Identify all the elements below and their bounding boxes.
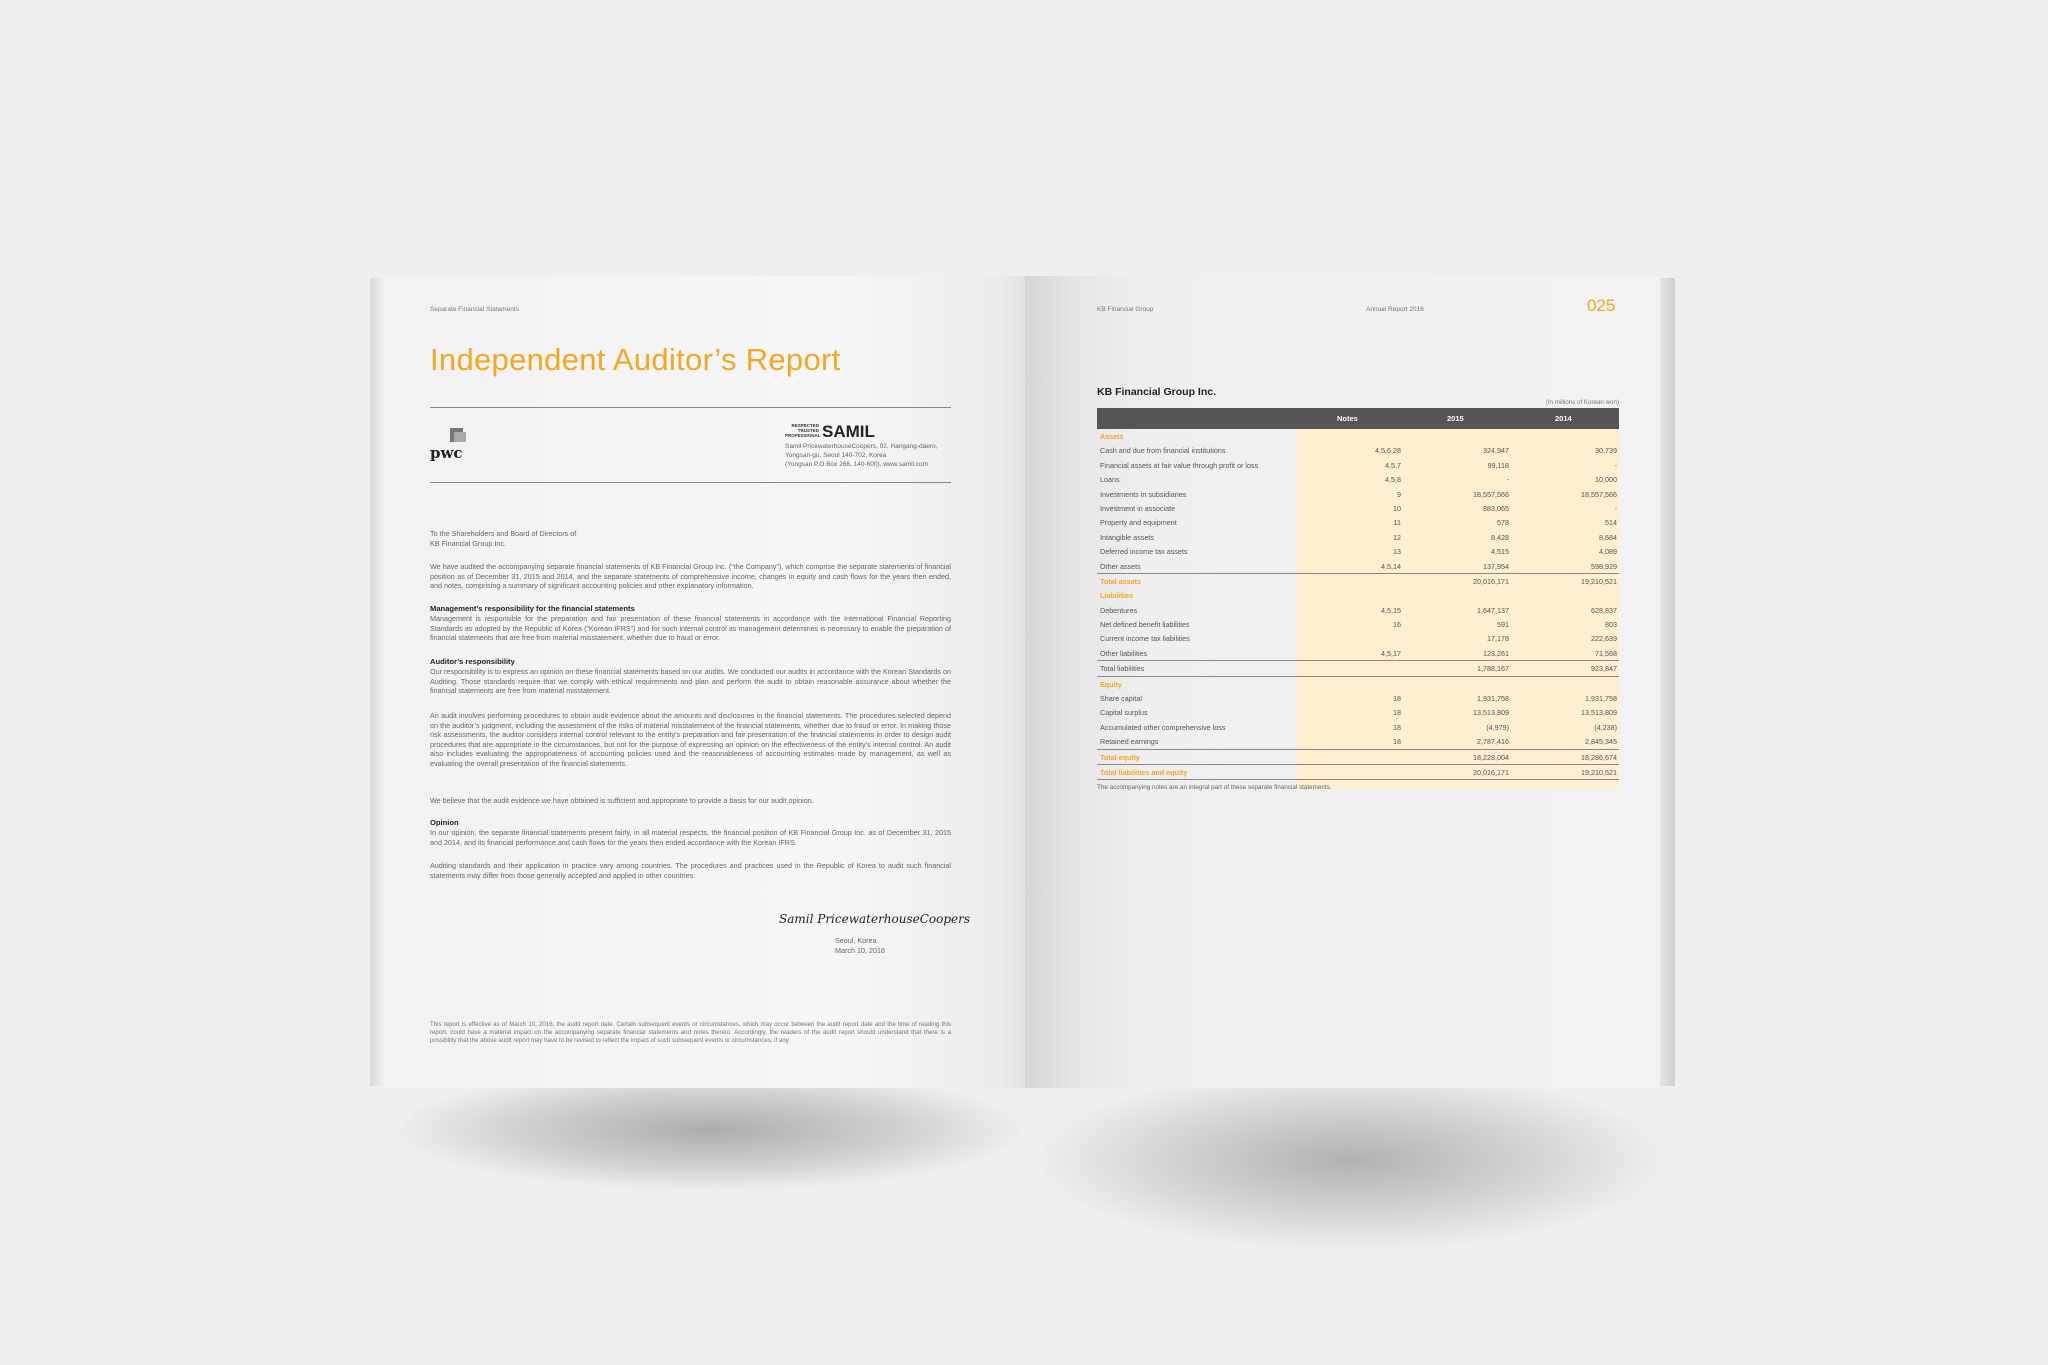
row-notes: 4,5,17 (1381, 648, 1401, 658)
table-section-row (1097, 677, 1619, 691)
signature: Samil PricewaterhouseCoopers (779, 912, 971, 926)
table-body (1097, 429, 1619, 780)
col-notes: Notes (1337, 414, 1358, 423)
row-label: Total equity (1100, 752, 1140, 762)
row-notes: 18 (1393, 694, 1401, 704)
table-row (1097, 705, 1619, 719)
auditor-paragraph: Our responsibility is to express an opinion on these financial statements based on our audits. We conducted our audits in accordance with the Korean Standards on Auditing. Those standards require that we comply with ethical requirements and plan and perform the audit to obtain reasonable assurance about whether the financial statements are free from material misstatement. (430, 667, 951, 696)
row-2014: 628,837 (1591, 605, 1617, 615)
company-name: KB Financial Group Inc. (1097, 386, 1217, 398)
row-2015: 4,515 (1491, 547, 1509, 557)
row-label: Total liabilities (1100, 664, 1145, 674)
table-section-row (1097, 588, 1619, 602)
row-2015: 13,513,809 (1473, 708, 1509, 718)
row-2014: 1,931,758 (1585, 694, 1617, 704)
salutation: To the Shareholders and Board of Directors of KB Financial Group Inc. (430, 529, 577, 548)
row-label: Total assets (1100, 576, 1142, 586)
row-notes: 4,5,7 (1385, 460, 1401, 470)
row-label: Other assets (1100, 561, 1141, 571)
procedures-paragraph: An audit involves performing procedures to obtain audit evidence about the amounts and disclosures in the financial statements. The procedures selected depend on the auditor’s judgment, including the assessment of the risks of material misstatement of the financial statements, whether due to fraud or error. In making those risk assessments, the auditor considers internal control relevant to the entity’s preparation and fair presentation of the financial statements in order to design audit procedures that are appropriate in the circumstances, but not for the purpose of expressing an opinion on the effectiveness of the entity’s internal control. An audit also includes evaluating the appropriateness of accounting policies used and the reasonableness of accounting estimates made by management, as well as evaluating the overall presentation of the financial statements. (430, 711, 951, 768)
row-label: Net defined benefit liabilities (1100, 620, 1190, 630)
row-label: Deferred income tax assets (1100, 547, 1188, 557)
table-row (1097, 487, 1619, 501)
row-2014: 222,639 (1591, 634, 1617, 644)
row-2015: 1,788,167 (1477, 664, 1509, 674)
row-notes: 11 (1393, 518, 1401, 528)
report-footnote: This report is effective as of March 10, 2016, the audit report date. Certain subsequent events or circumstances, which may occur between the audit report date and the time of reading this report, could have a material impact on the accompanying separate financial statements and notes thereto. Accordingly, the readers of the audit report should understand that there is a possibility that the above audit report may have to be revised to reflect the impact of such subsequent events or circumstances, if any. (430, 1021, 951, 1045)
running-header-left: Separate Financial Statements (430, 306, 519, 313)
row-2014: (4,238) (1594, 722, 1617, 732)
left-page (385, 276, 1025, 1088)
sign-place-date: Seoul, Korea March 10, 2016 (835, 936, 885, 955)
row-2015: 123,261 (1483, 648, 1509, 658)
table-section-row (1097, 429, 1619, 443)
running-header-company: KB Financial Group (1097, 306, 1154, 313)
pwc-logo: pwc (430, 428, 490, 468)
samil-address: Samil PricewaterhouseCoopers, 92, Hangang-daero, Yongsan-gu, Seoul 140-702, Korea (Yongsan P.O Box 266, 140-600), www.samil.com (785, 443, 938, 468)
row-2014: 8,684 (1599, 532, 1617, 542)
divider-bottom (430, 482, 951, 483)
table-row (1097, 691, 1619, 705)
row-notes: 10 (1393, 503, 1401, 513)
row-notes: 9 (1397, 489, 1401, 499)
row-label: Investment in associate (1100, 503, 1176, 513)
row-label: Property and equipment (1100, 518, 1177, 528)
row-notes: 16 (1393, 620, 1401, 630)
table-row (1097, 530, 1619, 544)
col-2014: 2014 (1555, 414, 1572, 423)
row-2014: 2,845,345 (1585, 737, 1617, 747)
row-label: Assets (1100, 432, 1124, 441)
row-2014: 514 (1605, 518, 1617, 528)
opinion-paragraph: In our opinion, the separate financial statements present fairly, in all material respects, the financial position of KB Financial Group Inc. as of December 31, 2015 and 2014, and its financial performance and cash flows for the years then ended accordance with the Korean IFRS. (430, 828, 951, 847)
row-2015: 18,557,566 (1473, 489, 1509, 499)
table-row (1097, 646, 1619, 660)
row-notes: 18 (1393, 722, 1401, 732)
row-2015: 8,428 (1491, 532, 1509, 542)
row-label: Debentures (1100, 605, 1138, 615)
row-2014: - (1614, 503, 1617, 513)
row-notes: 4,5,8 (1385, 475, 1401, 485)
table-row (1097, 631, 1619, 645)
report-title: Independent Auditor’s Report (430, 342, 841, 377)
row-label: Investments in subsidiaries (1100, 489, 1187, 499)
row-2014: 803 (1605, 620, 1617, 630)
row-notes: 4,5,15 (1381, 605, 1401, 615)
row-2015: 324,947 (1483, 446, 1509, 456)
row-label: Retained earnings (1100, 737, 1159, 747)
row-2014: 30,739 (1595, 446, 1617, 456)
row-label: Financial assets at fair value through profit or loss (1100, 460, 1259, 470)
page-stack-left (370, 278, 386, 1086)
row-2015: 99,118 (1487, 460, 1509, 470)
table-row (1097, 472, 1619, 486)
row-2014: 18,286,674 (1581, 752, 1617, 762)
table-total-row (1097, 749, 1619, 764)
row-2015: 578 (1497, 518, 1509, 528)
row-2014: 19,210,521 (1581, 576, 1617, 586)
table-row (1097, 559, 1619, 573)
row-notes: 4,5,6,28 (1375, 446, 1401, 456)
table-header (1097, 408, 1619, 429)
row-2015: 17,178 (1487, 634, 1509, 644)
book-shadow-left (400, 1070, 1020, 1190)
table-row (1097, 443, 1619, 457)
row-2015: (4,979) (1486, 722, 1509, 732)
row-label: Current income tax liabilities (1100, 634, 1190, 644)
col-2015: 2015 (1447, 414, 1464, 423)
table-row (1097, 515, 1619, 529)
row-notes: 12 (1393, 532, 1401, 542)
row-notes: 18 (1393, 708, 1401, 718)
table-row (1097, 720, 1619, 734)
divider-top (430, 407, 951, 408)
row-2015: - (1506, 475, 1509, 485)
row-label: Intangible assets (1100, 532, 1154, 542)
row-2015: 18,228,004 (1473, 752, 1509, 762)
auditor-heading: Auditor’s responsibility (430, 657, 515, 666)
row-notes: 18 (1393, 737, 1401, 747)
row-label: Loans (1100, 475, 1120, 485)
right-page (1025, 276, 1660, 1088)
row-label: Accumulated other comprehensive loss (1100, 722, 1226, 732)
mgmt-heading: Management’s responsibility for the financial statements (430, 604, 635, 613)
row-label: Total liabilities and equity (1100, 767, 1188, 777)
samil-logo: RESPECTED TRUSTED PROFESSIONAL SAMIL Samil PricewaterhouseCoopers, 92, Hangang-daero, Yongsan-gu, Seoul 140-702, Korea (Yongsan P.O Box 266, 140-600), www.samil.com (785, 422, 955, 472)
table-total-row (1097, 764, 1619, 780)
row-notes: 4,5,14 (1381, 561, 1401, 571)
table-footnote: The accompanying notes are an integral part of these separate financial statements. (1097, 784, 1332, 791)
row-label: Equity (1100, 679, 1122, 689)
page-number: 025 (1587, 296, 1616, 315)
financial-position-table (1097, 408, 1619, 780)
standards-paragraph: Auditing standards and their application in practice vary among countries. The procedures and practices used in the Republic of Korea to audit such financial statements may differ from those generally accepted and applied in other countries. (430, 861, 951, 880)
row-2014: 10,000 (1595, 475, 1617, 485)
belief-paragraph: We believe that the audit evidence we have obtained is sufficient and appropriate to provide a basis for our audit opinion. (430, 796, 814, 805)
table-total-row (1097, 573, 1619, 588)
row-2014: - (1614, 460, 1617, 470)
running-header-report: Annual Report 2016 (1366, 306, 1424, 313)
table-row (1097, 603, 1619, 617)
row-2015: 20,016,171 (1473, 767, 1509, 777)
mgmt-paragraph: Management is responsible for the preparation and fair presentation of these financial statements in accordance with the International Financial Reporting Standards as adopted by the Republic of Korea (“Korean IFRS”) and for such internal control as management determines is necessary to enable the preparation of financial statements that are free from material misstatement, whether due to fraud or error. (430, 614, 951, 643)
table-row (1097, 501, 1619, 515)
table-row (1097, 617, 1619, 631)
table-row (1097, 458, 1619, 472)
row-label: Other liabilities (1100, 648, 1148, 658)
row-2014: 4,089 (1599, 547, 1617, 557)
unit-note: (In millions of Korean won) (1545, 399, 1619, 406)
row-2015: 137,954 (1483, 561, 1509, 571)
row-2015: 20,016,171 (1473, 576, 1509, 586)
row-label: Liabilities (1100, 591, 1134, 601)
table-total-row (1097, 660, 1619, 676)
row-label: Capital surplus (1100, 708, 1148, 718)
row-2014: 13,513,809 (1581, 708, 1617, 718)
row-2015: 2,787,416 (1477, 737, 1509, 747)
table-row (1097, 734, 1619, 748)
row-2015: 591 (1497, 620, 1509, 630)
row-notes: 13 (1393, 547, 1401, 557)
intro-paragraph: We have audited the accompanying separate financial statements of KB Financial Group Inc. (“the Company”), which comprise the separate statements of financial position as of December 31, 2015 and 2014, and the separate statements of comprehensive income, changes in equity and cash flows for the years then ended, and notes, comprising a summary of significant accounting policies and other explanatory information. (430, 562, 951, 591)
row-2014: 18,557,566 (1581, 489, 1617, 499)
row-label: Cash and due from financial institutions (1100, 446, 1226, 456)
row-2014: 19,210,521 (1581, 767, 1617, 777)
row-label: Share capital (1100, 694, 1142, 704)
book-shadow-right (1040, 1070, 1660, 1250)
row-2014: 598,929 (1591, 561, 1617, 571)
row-2015: 1,931,758 (1477, 694, 1509, 704)
row-2015: 1,647,137 (1477, 605, 1509, 615)
row-2014: 923,847 (1591, 664, 1617, 674)
row-2015: 883,065 (1483, 503, 1509, 513)
opinion-heading: Opinion (430, 818, 459, 827)
row-2014: 71,568 (1595, 648, 1617, 658)
table-row (1097, 544, 1619, 558)
